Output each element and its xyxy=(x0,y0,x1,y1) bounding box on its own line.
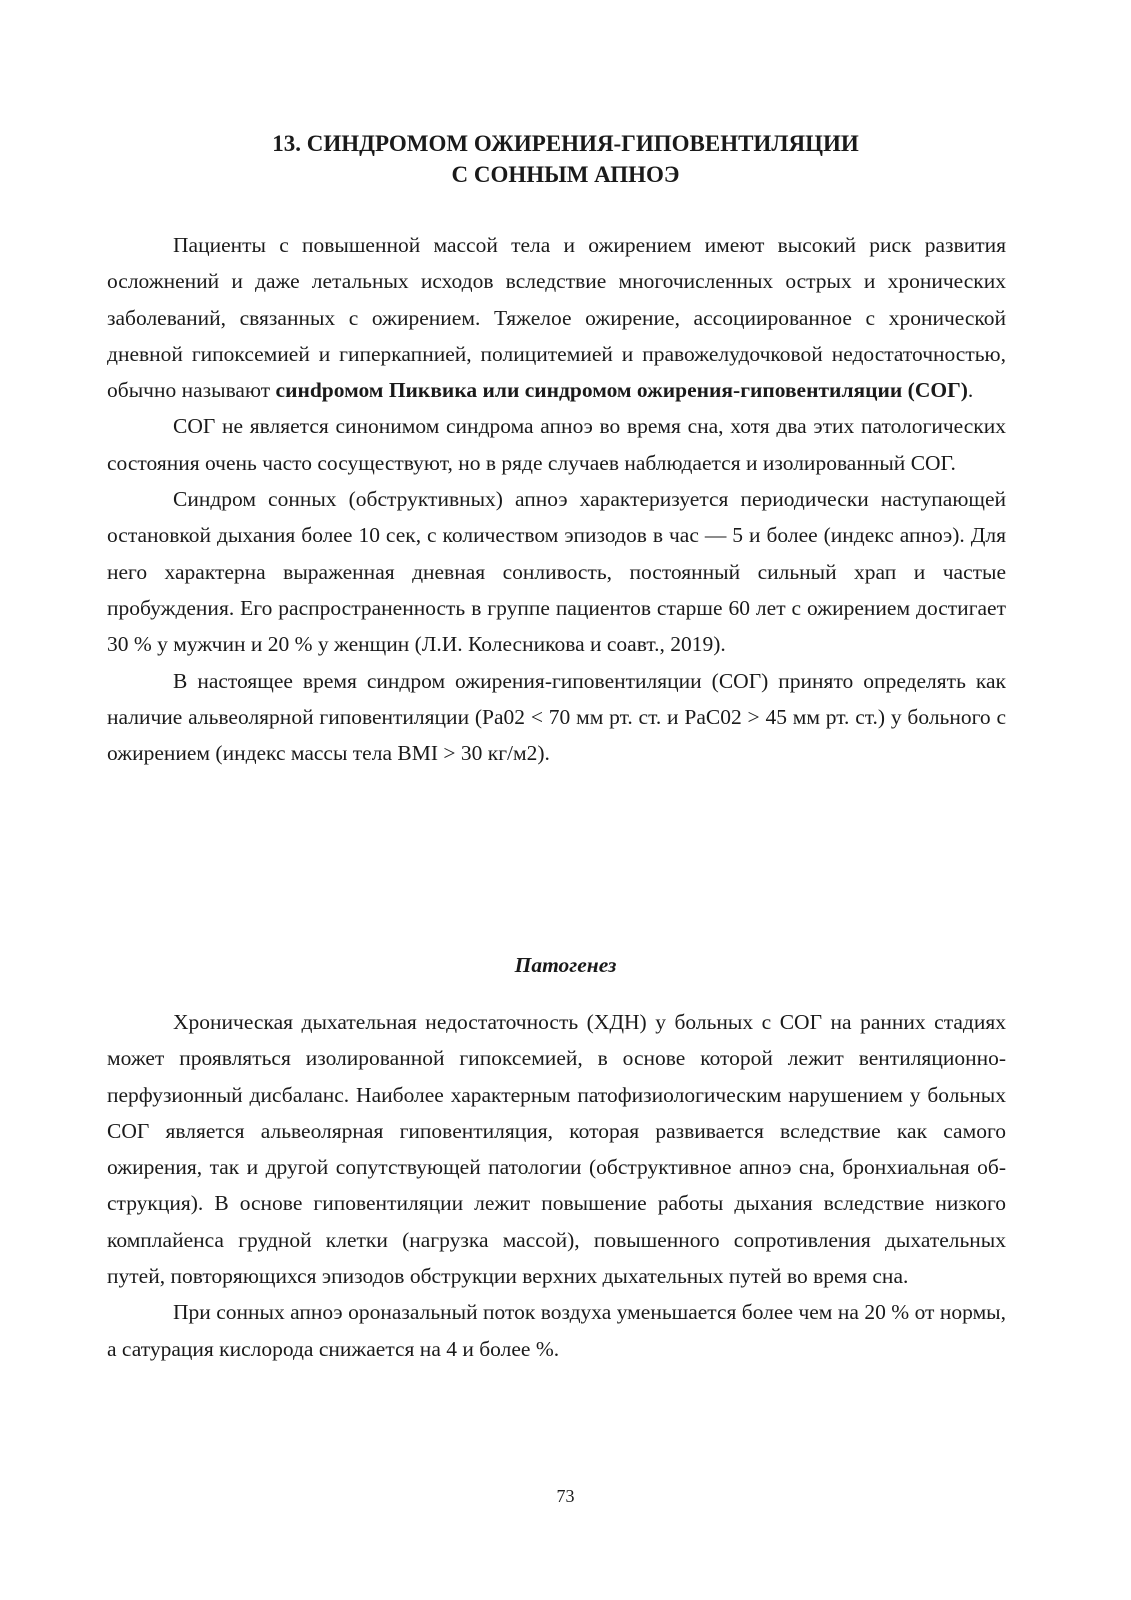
intro-paragraph-2: СОГ не является синонимом синдрома апноэ во время сна, хотя два этих патологических состояния очень часто сосуществуют, но в ряде случаев наблюдается и изолированный СОГ. xyxy=(107,414,1006,475)
chapter-title xyxy=(0,128,1131,190)
intro-paragraph-3: Синдром сонных (обструктивных) апноэ характеризуется периодически наступающей остановкой дыхания более 10 сек, с количеством эпизодов в час — 5 и более (индекс апноэ). Для него характерна выраженная дневная сонливость, постоянный сильный храп и частые пробуждения. Его распространенность в группе пациентов старше 60 лет с ожирением достигает 30 % у мужчин и 20 % у женщин (Л.И. Колесникова и соавт., 2019). xyxy=(107,487,1006,657)
intro-paragraph-1 xyxy=(107,227,1006,408)
pathogenesis-section xyxy=(107,1004,1006,1367)
intro-paragraph-4: В настоящее время синдром ожирения-гиповентиляции (СОГ) принято определять как наличие альвеолярной гиповентиляции (Ра02 < 70 мм рт. ст. и РаС02 > 45 мм рт. ст.) у больного с ожирением (индекс массы тела BMI > 30 кг/м2). xyxy=(107,668,1006,766)
chapter-title-line-2: С СОННЫМ АПНОЭ xyxy=(451,162,680,187)
syndrome-term: синdромом Пиквика или синдромом ожирения-гиповентиляции (СОГ) xyxy=(275,378,968,403)
page-number: 73 xyxy=(556,1486,575,1506)
chapter-title-line-1: 13. СИНДРОМОМ ОЖИРЕНИЯ-ГИПОВЕНТИЛЯЦИИ xyxy=(272,131,859,156)
intro-paragraph-1-text: Пациенты с повышенной массой тела и ожирением имеют высокий риск развития осложнений и даже летальных исходов вследствие многочисленных острых и хронических заболеваний, связанных с ожирением. Тяжелое ожирение, ассоциированное с хронической дневной гипоксемией и гиперкапнией, полицитемией и правожелудочковой недостаточностью, обычно называют xyxy=(107,233,1006,403)
pathogenesis-paragraph-1: Хроническая дыхательная недостаточность (ХДН) у больных с СОГ на ранних стадиях может проявляться изолированной гипоксемией, в основе которой лежит вентиляционно-перфузионный дисбаланс. Наиболее характерным патофизиологическим нарушением у больных СОГ является альвеолярная гиповентиляция, которая развивается вследствие как самого ожирения, так и другой сопутствующей патологии (обструктивное апноэ сна, бронхиальная обструкция). В основе гиповентиляции лежит повышение работы дыхания вследствие низкого комплайенса грудной клетки (нагрузка массой), повышенного сопротивления дыхательных путей, повторяющихся эпизодов обструкции верхних дыхательных путей во время сна. xyxy=(107,1010,1006,1289)
pathogenesis-paragraph-2: При сонных апноэ ороназальный поток воздуха уменьшается более чем на 20 % от нормы, а сатурация кислорода снижается на 4 и более %. xyxy=(107,1300,1006,1361)
pathogenesis-heading: Патогенез xyxy=(514,953,617,977)
intro-paragraph-1-end: . xyxy=(967,378,974,403)
intro-section xyxy=(107,227,1006,771)
